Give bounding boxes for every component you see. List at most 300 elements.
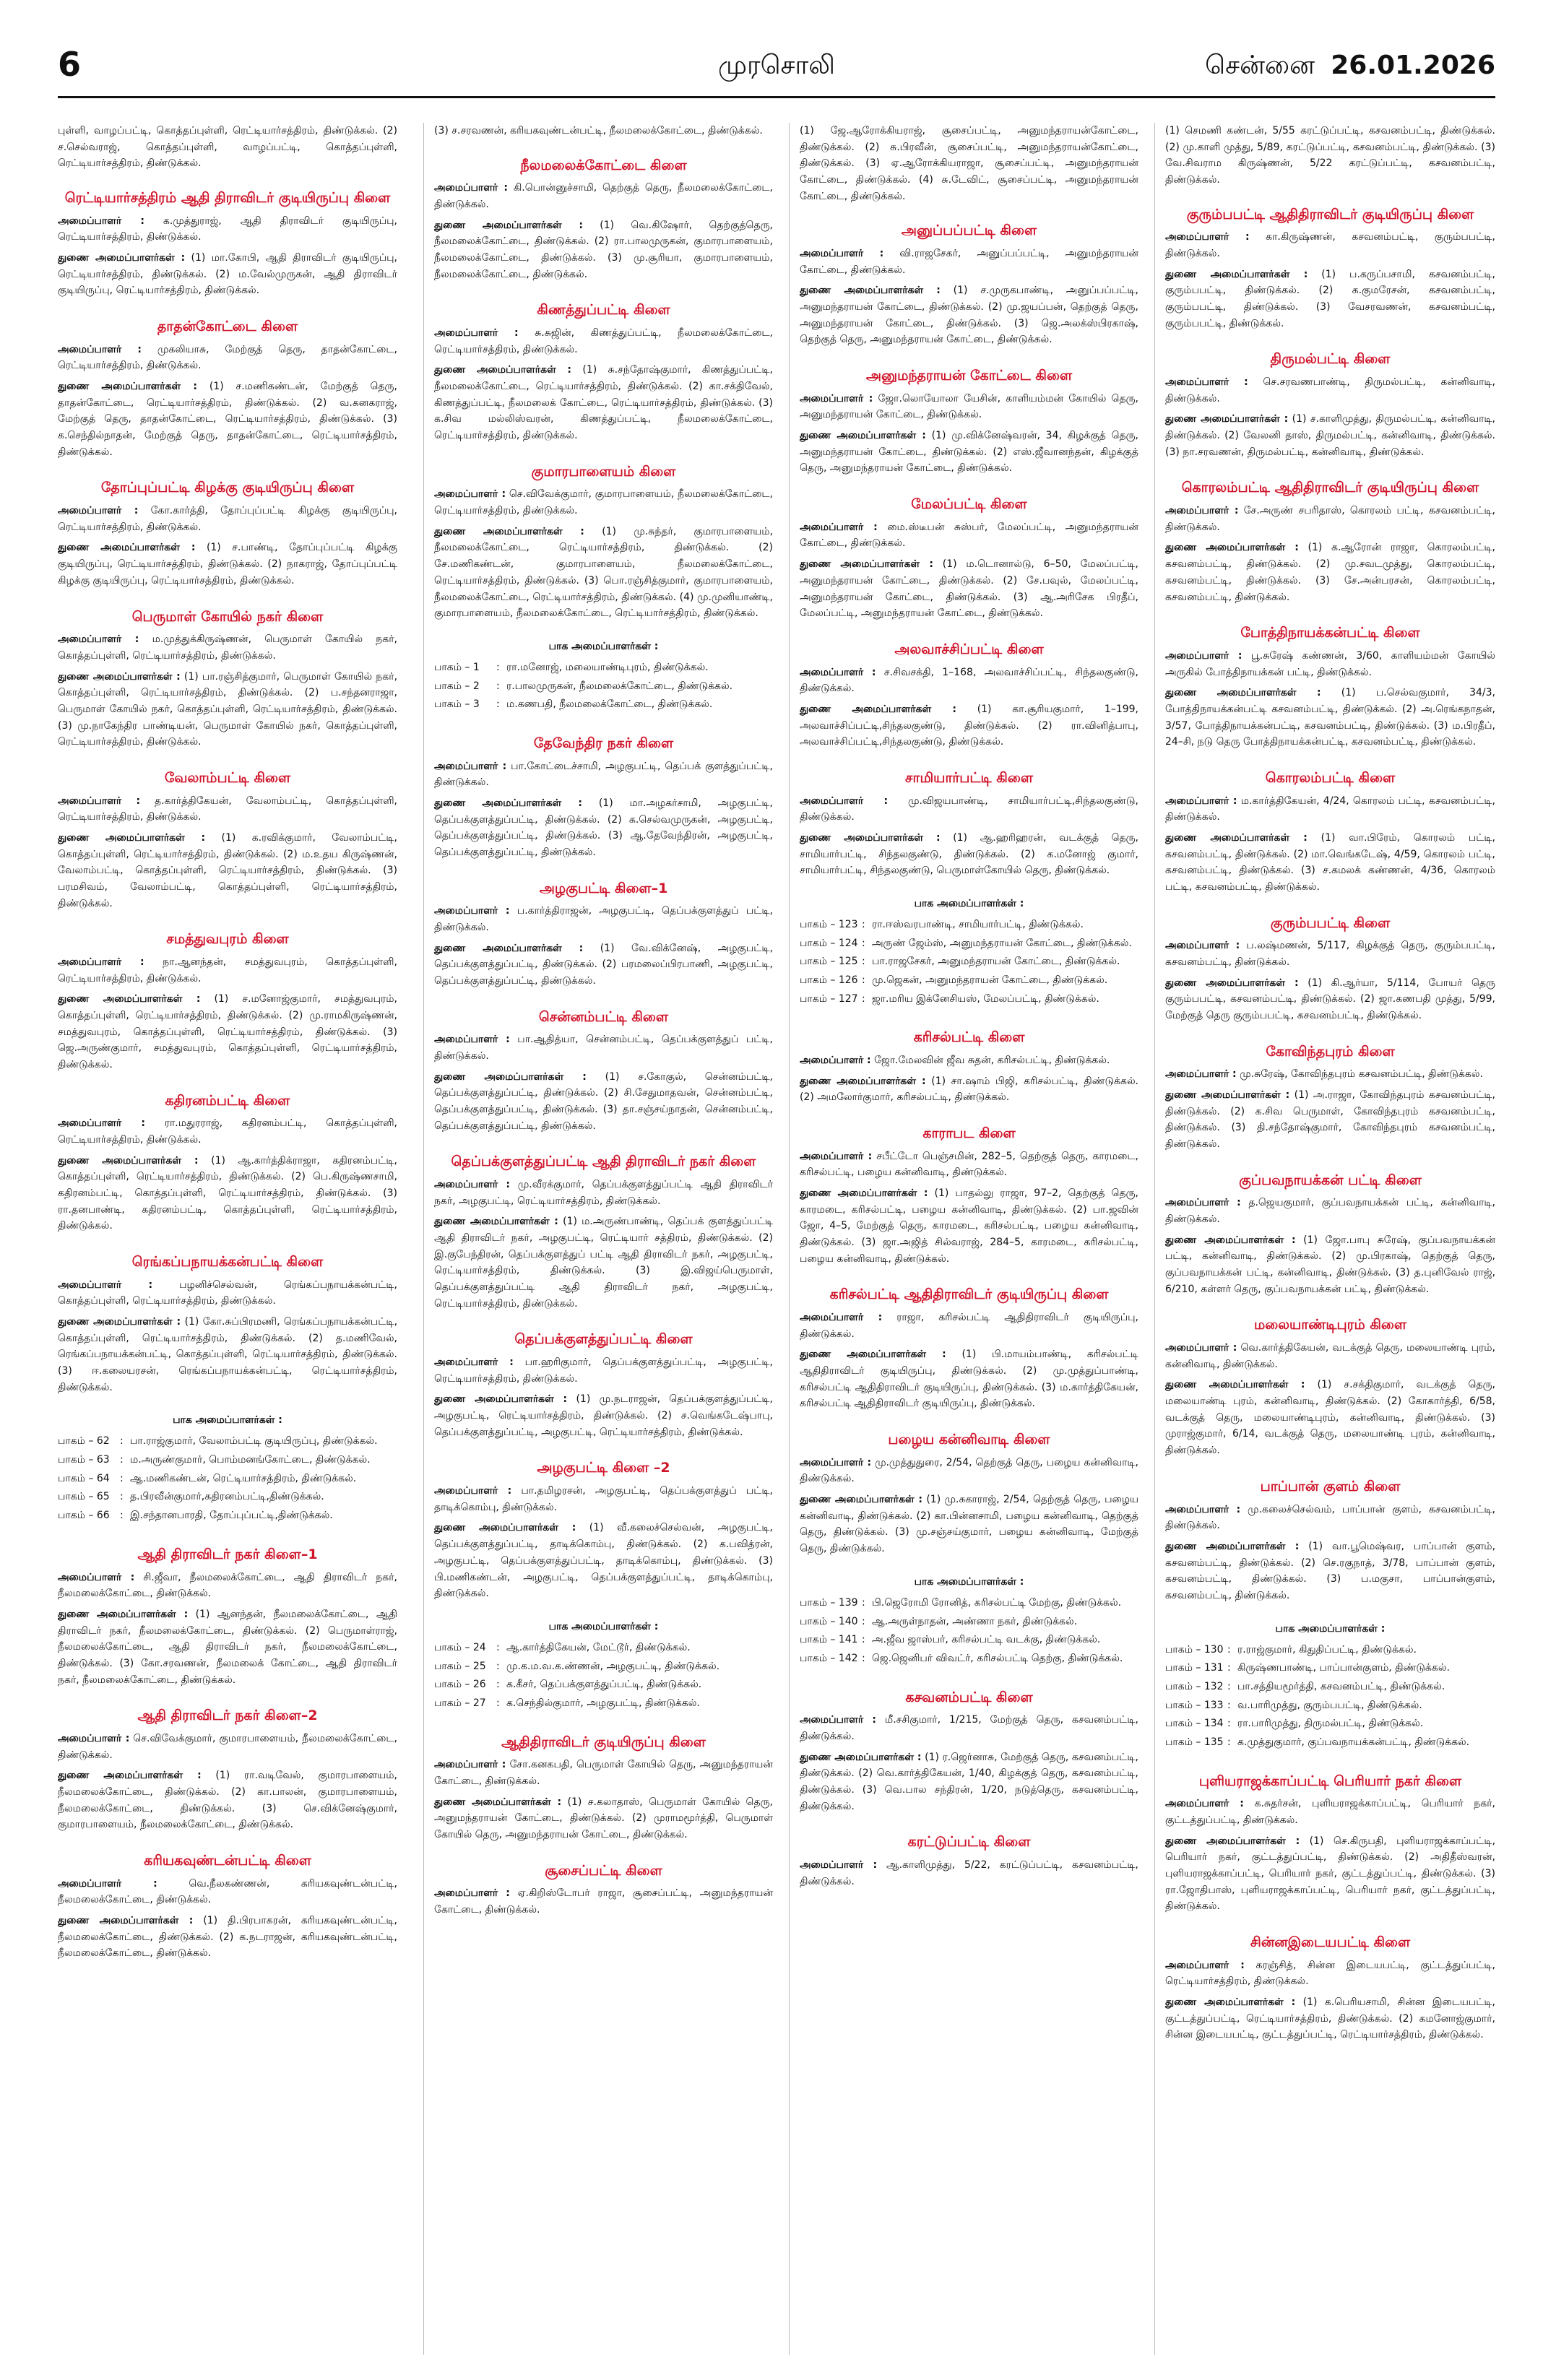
branch-title: கரிசல்பட்டி ஆதிதிராவிடர் குடியிருப்பு கிளை: [829, 1286, 1109, 1303]
booth-organizer-name: வ.பாரிமுத்து, குரும்பபட்டி, திண்டுக்கல்.: [1237, 1699, 1422, 1711]
booth-number: பாகம் – 2: [434, 680, 480, 692]
booth-organizers: [434, 1621, 773, 1712]
booth-colon: :: [1227, 1680, 1231, 1692]
deputies-entry: [58, 1314, 397, 1395]
branch-block: [434, 735, 773, 861]
deputies-entry: [800, 1073, 1138, 1106]
edition-date: 26.01.2026: [1331, 51, 1495, 80]
organizer-entry: [58, 1115, 397, 1148]
deputies-entry: [800, 1492, 1138, 1557]
organizer-label: அமைப்பாளர் :: [434, 1179, 510, 1191]
deputies-names: (1) செ.கிருபதி, புளியராஜக்காப்பட்டி, பெரியார் நகர், குட்டத்துப்பட்டி, திண்டுக்கல். (2) அதிதீஸ்வரன், புளியராஜக்காப்பட்டி, பெரியார் நகர், குட்டத்துப்பட்டி, திண்டுக்கல். (3) ரா.ஜோதிபாஸ், புளியராஜக்காப்பட்டி, பெரியார் நகர், குட்டத்துப்பட்டி, திண்டுக்கல்.: [1165, 1835, 1495, 1913]
booth-number: பாகம் – 135: [1165, 1736, 1224, 1748]
booth-number: பாகம் – 24: [434, 1641, 486, 1653]
organizer-entry: [800, 1712, 1138, 1744]
organizer-entry: [1165, 229, 1495, 261]
booth-row: [800, 991, 1138, 1008]
deputies-label: துணை அமைப்பாளர்கள் :: [1165, 1234, 1296, 1246]
organizer-name: செ.விவேக்குமார், குமாரபாளையம், நீலமலைக்கோட்டை, திண்டுக்கல்.: [58, 1732, 397, 1761]
column-4: [1154, 123, 1495, 2355]
branch-block: [800, 1125, 1138, 1267]
deputies-entry: [434, 1794, 773, 1843]
branch-title: கொரலம்பட்டி ஆதிதிராவிடர் குடியிருப்பு கிளை: [1181, 480, 1479, 496]
column-1: [58, 123, 397, 2355]
organizer-name: செ.விவேக்குமார், குமாரபாளையம், நீலமலைக்கோட்டை, ரெட்டியார்சத்திரம், திண்டுக்கல்.: [434, 488, 773, 517]
organizer-entry: [434, 1483, 773, 1515]
deputies-entry: [1165, 975, 1495, 1024]
booth-colon: :: [496, 1641, 500, 1653]
branch-block: [58, 479, 397, 589]
organizer-label: அமைப்பாளர் :: [800, 1714, 877, 1726]
deputies-label: துணை அமைப்பாளர்கள் :: [434, 364, 572, 376]
branch-title: பழைய கன்னிவாடி கிளை: [888, 1432, 1050, 1448]
organizer-entry: [1165, 1957, 1495, 1990]
booth-organizer-name: ஆ.அருள்நாதன், அண்ணா நகர், திண்டுக்கல்.: [872, 1615, 1078, 1627]
branch-title: தோப்புப்பட்டி கிழக்கு குடியிருப்பு கிளை: [100, 480, 355, 496]
organizer-label: அமைப்பாளர் :: [434, 1034, 510, 1046]
continued-text: (1) செமணி கண்டன், 5/55 கரட்டுப்பட்டி, கசவனம்பட்டி, திண்டுக்கல். (2) மு.காளி முத்து, 5/89, கரட்டுப்பட்டி, கசவனம்பட்டி, திண்டுக்கல். (3) வே.சிவராம கிருஷ்ணன், 5/22 கரட்டுப்பட்டி, கசவனம்பட்டி, திண்டுக்கல்.: [1165, 125, 1495, 186]
deputies-entry: [800, 282, 1138, 348]
organizer-entry: [58, 1277, 397, 1310]
organizer-label: அமைப்பாளர் :: [1165, 1197, 1241, 1209]
deputies-label: துணை அமைப்பாளர்கள் :: [58, 993, 201, 1005]
branch-title: சின்னஇடையபட்டி கிளை: [1250, 1934, 1411, 1950]
booth-colon: :: [120, 1491, 124, 1503]
booth-organizers: [434, 641, 773, 713]
branch-title: அனுப்பப்பட்டி கிளை: [901, 222, 1037, 239]
organizer-entry: [434, 1757, 773, 1789]
booth-organizer-name: க.கீசர், தெப்பக்குளத்துப்பட்டி, திண்டுக்கல்.: [506, 1679, 702, 1691]
deputies-names: (1) ஆ.ஹரிஹரன், வடக்குத் தெரு, சாமியார்பட்டி, சிந்தலகுண்டு, திண்டுக்கல். (2) க.மனோஜ் குமார், சாமியார்பட்டி, சிந்தலகுண்டு, பெருமாள்கோயில் தெரு, திண்டுக்கல்.: [800, 831, 1138, 877]
branch-title: கோவிந்தபுரம் கிளை: [1266, 1043, 1395, 1060]
booth-row: [800, 935, 1138, 952]
organizer-label: அமைப்பாளர் :: [434, 1887, 510, 1900]
booth-row: [58, 1471, 397, 1487]
organizer-entry: [434, 486, 773, 519]
deputies-names: (1) ப.கருப்பசாமி, கசவனம்பட்டி, குரும்பபட்டி, திண்டுக்கல். (2) க.குமரேசன், கசவனம்பட்டி, குரும்பபட்டி, திண்டுக்கல். (3) வேசரவணன், கசவனம்பட்டி, குரும்பபட்டி, திண்டுக்கல்.: [1165, 268, 1495, 329]
organizer-name: ப.லஷ்மணன், 5/117, கிழக்குத் தெரு, குரும்பபட்டி, கசவனம்பட்டி, திண்டுக்கல்.: [1165, 940, 1495, 968]
booth-row: [1165, 1697, 1495, 1714]
organizer-entry: [800, 793, 1138, 826]
continued-text: புள்ளி, வாழப்பட்டி, கொத்தப்புள்ளி, ரெட்டியார்சத்திரம், திண்டுக்கல். (2) ச.செல்வராஜ், கொத்தப்புள்ளி, வாழப்பட்டி, கொத்தப்புள்ளி, ரெட்டியார்சத்திரம், திண்டுக்கல்.: [58, 125, 397, 170]
booth-colon: :: [1227, 1643, 1231, 1656]
booth-row: [800, 1614, 1138, 1630]
booth-organizers-title: பாக அமைப்பாளர்கள் :: [914, 1575, 1024, 1588]
organizer-name: ப.கார்த்திராஜன், அழகுபட்டி, தெப்பக்குளத்துப் பட்டி, திண்டுக்கல்.: [434, 905, 773, 933]
deputies-entry: [58, 991, 397, 1073]
branch-block: [58, 1707, 397, 1833]
deputies-label: துணை அமைப்பாளர்கள் :: [58, 831, 206, 844]
deputies-names: (1) கா.சூரியகுமார், 1–199, அலவாச்சிப்பட்டி,சிந்தலகுண்டு, திண்டுக்கல். (2) ரா.வினித்பாபு, அலவாச்சிப்பட்டி,சிந்தலகுண்டு, திண்டுக்கல்.: [800, 703, 1138, 748]
branch-block: [1165, 769, 1495, 896]
branch-block: [434, 1459, 773, 1601]
booth-number: பாகம் – 126: [800, 974, 858, 986]
booth-colon: :: [120, 1510, 124, 1522]
branch-title: பாப்பான் குளம் கிளை: [1260, 1478, 1401, 1494]
booth-row: [434, 1640, 773, 1656]
branch-title: குப்பவநாயக்கன் பட்டி கிளை: [1239, 1172, 1422, 1188]
branch-title: கரட்டுப்பட்டி கிளை: [907, 1834, 1031, 1851]
branch-title: சென்னம்பட்டி கிளை: [538, 1008, 669, 1025]
branch-title: மலையாண்டிபுரம் கிளை: [1253, 1317, 1407, 1333]
deputies-label: துணை அமைப்பாளர்கள் :: [800, 1349, 946, 1361]
organizer-label: அமைப்பாளர் :: [800, 1456, 872, 1468]
booth-colon: :: [862, 974, 865, 986]
organizer-entry: [58, 1570, 397, 1602]
organizer-label: அமைப்பாளர் :: [800, 1150, 873, 1162]
branch-block: [1165, 914, 1495, 1024]
deputies-entry: [800, 1185, 1138, 1267]
booth-number: பாகம் – 142: [800, 1652, 858, 1664]
booth-number: பாகம் – 63: [58, 1454, 110, 1466]
organizer-label: அமைப்பாளர் :: [434, 1356, 514, 1369]
organizer-entry: [1165, 374, 1495, 407]
booth-organizer-name: ரா.ஈஸ்வரபாண்டி, சாமியார்பட்டி, திண்டுக்கல்.: [872, 918, 1084, 930]
branch-title: சாமியார்பட்டி கிளை: [905, 769, 1033, 786]
deputies-names: (1) பாதல்லு ராஜா, 97–2, தெற்குத் தெரு, காரமடை, கரிசல்பட்டி, பழைய கன்னிவாடி, திண்டுக்கல். (2) பா.ஜவின் ஜோ, 4–5, மேற்குத் தெரு, காரமடை, கரிசல்பட்டி, பழைய கன்னிவாடி, திண்டுக்கல். (3) ஜா.அஜித் சில்வராஜ், 284–5, காரமடை, கரிசல்பட்டி, பழைய கன்னிவாடி, திண்டுக்கல்.: [800, 1187, 1138, 1265]
deputies-label: துணை அமைப்பாளர்கள் :: [434, 797, 583, 809]
organizer-label: அமைப்பாளர் :: [58, 1117, 145, 1130]
deputies-entry: [800, 1346, 1138, 1412]
deputies-entry: [800, 830, 1138, 879]
booth-number: பாகம் – 134: [1165, 1718, 1224, 1730]
organizer-entry: [1165, 938, 1495, 970]
deputies-entry: [1165, 1539, 1495, 1604]
booth-organizers: [58, 1414, 397, 1523]
booth-organizer-name: ம.அருண்குமார், பொம்மனங்கோட்டை, திண்டுக்கல்.: [130, 1454, 371, 1466]
booth-colon: :: [1227, 1699, 1231, 1711]
booth-organizer-name: மு.க.ம.வ.க.ண்ணன், அழகுபட்டி, திண்டுக்கல்.: [506, 1660, 720, 1672]
booth-row: [800, 1632, 1138, 1648]
branch-block: [800, 1029, 1138, 1106]
deputies-label: துணை அமைப்பாளர்கள் :: [1165, 977, 1299, 989]
booth-number: பாகம் – 124: [800, 937, 858, 949]
deputies-entry: [1165, 1087, 1495, 1153]
organizer-name: வெ.நீலகண்ணன், கரியகவுண்டன்பட்டி, நீலமலைக்கோட்டை, திண்டுக்கல்.: [58, 1877, 397, 1906]
deputies-label: துணை அமைப்பாளர்கள் :: [434, 942, 584, 954]
organizer-entry: [800, 391, 1138, 423]
deputies-names: (1) மா.கோபி, ஆதி திராவிடர் குடியிருப்பு, ரெட்டியார்சத்திரம், திண்டுக்கல். (2) ம.வேல்முருகன், ஆதி திராவிடர் குடியிருப்பு, ரெட்டியார்சத்திரம், திண்டுக்கல்.: [58, 252, 397, 297]
booth-organizer-name: த.பிரவீன்குமார்,கதிரனம்பட்டி,திண்டுக்கல்.: [130, 1491, 324, 1503]
deputies-label: துணை அமைப்பாளர்கள் :: [1165, 268, 1308, 280]
branch-title: ஆதி திராவிடர் நகர் கிளை–1: [137, 1546, 318, 1562]
deputies-names: (1) ச.சக்திகுமார், வடக்குத் தெரு, மலையாண்டி புரம், கன்னிவாடி, திண்டுக்கல். (2) கோகார்த்தி, 6/58, வடக்குத் தெரு, மலையாண்டிபுரம், கன்னிவாடி, திண்டுக்கல். (3) முராஜ்குமார், 6/14, வடக்குத் தெரு, மலையாண்டி புரம், கன்னிவாடி, திண்டுக்கல்.: [1165, 1379, 1495, 1457]
organizer-entry: [58, 793, 397, 826]
deputies-label: துணை அமைப்பாளர்கள் :: [434, 1216, 558, 1228]
deputies-label: துணை அமைப்பாளர்கள் :: [58, 1914, 194, 1926]
organizer-label: அமைப்பாளர் :: [434, 760, 507, 772]
booth-organizer-name: ரா.மனோஜ், மலையாண்டிபுரம், திண்டுக்கல்.: [506, 661, 709, 673]
organizer-label: அமைப்பாளர் :: [58, 1732, 130, 1744]
branch-title: நீலமலைக்கோட்டை கிளை: [520, 157, 687, 173]
organizer-entry: [1165, 1340, 1495, 1372]
booth-row: [434, 696, 773, 713]
organizer-name: பா.ஹரிகுமார், தெப்பக்குளத்துப்பட்டி, அழகுபட்டி, ரெட்டியார்சத்திரம், திண்டுக்கல்.: [434, 1356, 773, 1385]
deputies-label: துணை அமைப்பாளர்கள் :: [434, 219, 583, 231]
branch-title: ரெங்கப்பநாயக்கன்பட்டி கிளை: [131, 1254, 324, 1271]
organizer-entry: [58, 213, 397, 246]
booth-organizer-name: ஆ.மணிகண்டன், ரெட்டியார்சத்திரம், திண்டுக்கல்.: [130, 1472, 357, 1484]
deputies-label: துணை அமைப்பாளர்கள் :: [434, 1796, 562, 1808]
column-3: [789, 123, 1138, 2355]
branch-block: [58, 769, 397, 912]
organizer-name: பழனிச்செல்வன், ரெங்கப்பநாயக்கன்பட்டி, கொத்தப்புள்ளி, ரெட்டியார்சத்திரம், திண்டுக்கல்.: [58, 1278, 397, 1307]
deputies-label: துணை அமைப்பாளர்கள் :: [58, 1770, 202, 1782]
branch-block: [434, 463, 773, 622]
organizer-entry: [434, 1354, 773, 1387]
deputies-entry: [58, 1913, 397, 1962]
branch-title: கசவனம்பட்டி கிளை: [905, 1689, 1033, 1705]
organizer-entry: [1165, 1796, 1495, 1828]
booth-organizers-title: பாக அமைப்பாளர்கள் :: [548, 1620, 659, 1632]
column-2: [423, 123, 773, 2355]
organizer-entry: [800, 1857, 1138, 1890]
booth-colon: :: [862, 1615, 865, 1627]
organizer-name: ஏ.கிறிஸ்டோபர் ராஜா, சூசைப்பட்டி, அனுமந்தராயன் கோட்டை, திண்டுக்கல்.: [434, 1887, 773, 1916]
deputies-names: (1) க.ரவிக்குமார், வேலாம்பட்டி, கொத்தப்புள்ளி, ரெட்டியார்சத்திரம், திண்டுக்கல். (2) ம.உதய கிருஷ்ணன், வேலாம்பட்டி, கொத்தப்புள்ளி, ரெட்டியார்சத்திரம், திண்டுக்கல். (3) பரமசிவம், வேலாம்பட்டி, கொத்தப்புள்ளி, ரெட்டியார்சத்திரம், திண்டுக்கல்.: [58, 831, 397, 909]
organizer-label: அமைப்பாளர் :: [58, 505, 139, 517]
branch-title: கரியகவுண்டன்பட்டி கிளை: [144, 1852, 311, 1869]
organizer-name: மை.ஸ்டீபன் சுஸ்பர், மேலப்பட்டி, அனுமந்தராயன் கோட்டை, திண்டுக்கல்.: [800, 521, 1138, 550]
organizer-entry: [434, 325, 773, 358]
deputies-entry: [800, 1749, 1138, 1815]
deputies-label: துணை அமைப்பாளர்கள் :: [1165, 413, 1289, 425]
deputies-entry: [434, 524, 773, 622]
deputies-label: துணை அமைப்பாளர்கள் :: [58, 542, 196, 554]
organizer-label: அமைப்பாளர் :: [800, 666, 876, 678]
deputies-entry: [800, 556, 1138, 622]
deputies-label: துணை அமைப்பாளர்கள் :: [58, 381, 198, 393]
deputies-names: (1) கி.ஆர்யா, 5/114, போயர் தெரு குரும்பபட்டி, கசவனம்பட்டி, திண்டுக்கல். (2) ஜா.கணபதி முத்து, 5/99, மேற்குத் தெரு குரும்பபட்டி, கசவனம்பட்டி, திண்டுக்கல்.: [1165, 977, 1495, 1021]
branch-block: [1165, 1773, 1495, 1915]
booth-organizers: [800, 898, 1138, 1007]
booth-number: பாகம் – 141: [800, 1634, 858, 1646]
organizer-name: மு.முத்துதுரை, 2/54, தெற்குத் தெரு, பழைய கன்னிவாடி, திண்டுக்கல்.: [800, 1456, 1138, 1485]
booth-row: [58, 1433, 397, 1450]
organizer-label: அமைப்பாளர் :: [1165, 376, 1248, 389]
deputies-label: துணை அமைப்பாளர்கள் :: [1165, 1835, 1300, 1847]
deputies-entry: [434, 940, 773, 990]
booth-number: பாகம் – 27: [434, 1697, 486, 1709]
branch-title: போத்திநாயக்கன்பட்டி கிளை: [1240, 625, 1420, 641]
organizer-label: அமைப்பாளர் :: [800, 392, 873, 404]
organizer-entry: [800, 665, 1138, 697]
organizer-label: அமைப்பாளர் :: [434, 905, 510, 917]
booth-organizer-name: அருண் ஜேம்ஸ், அனுமந்தராயன் கோட்டை, திண்டுக்கல்.: [872, 937, 1132, 949]
booth-number: பாகம் – 127: [800, 992, 858, 1005]
branch-block: [58, 1852, 397, 1962]
organizer-name: பா.கோட்டைச்சாமி, அழகுபட்டி, தெப்பக் குளத்துப்பட்டி, திண்டுக்கல்.: [434, 760, 773, 789]
deputies-names: (1) ரா.வடிவேல், குமாரபாளையம், நீலமலைக்கோட்டை, திண்டுக்கல். (2) கா.பாலன், குமாரபாளையம், நீலமலைக்கோட்டை, திண்டுக்கல். (3) செ.விக்னேஷ்குமார், குமாரபாளையம், நீலமலைக்கோட்டை, திண்டுக்கல்.: [58, 1770, 397, 1831]
deputies-entry: [1165, 540, 1495, 605]
branch-block: [800, 1833, 1138, 1890]
organizer-entry: [1165, 648, 1495, 680]
organizer-name: மு.சுரேஷ், கோவிந்தபுரம் கசவனம்பட்டி, திண்டுக்கல்.: [1240, 1068, 1483, 1081]
deputies-entry: [1165, 1994, 1495, 2043]
branch-block: [800, 1286, 1138, 1412]
branch-block: [58, 930, 397, 1073]
organizer-name: செ.சரவணபாண்டி, திருமல்பட்டி, கன்னிவாடி, திண்டுக்கல்.: [1165, 376, 1495, 404]
newspaper-name: முரசொலி: [718, 51, 835, 80]
organizer-label: அமைப்பாளர் :: [800, 1054, 871, 1066]
booth-organizer-name: பா.ராஜ்குமார், வேலாம்பட்டி குடியிருப்பு, திண்டுக்கல்.: [130, 1435, 378, 1448]
branch-block: [800, 367, 1138, 477]
organizer-entry: [800, 246, 1138, 278]
branch-title: தெப்பக்குளத்துப்பட்டி கிளை: [514, 1331, 693, 1348]
deputies-names: (1) அ.ராஜா, கோவிந்தபுரம் கசவனம்பட்டி, திண்டுக்கல். (2) க.சிவ பெருமாள், கோவிந்தபுரம் கசவனம்பட்டி, திண்டுக்கல். (3) தி.சந்தோஷ்குமார், கோவிந்தபுரம் கசவனம்பட்டி, திண்டுக்கல்.: [1165, 1089, 1495, 1151]
booth-number: பாகம் – 131: [1165, 1662, 1224, 1674]
booth-row: [800, 917, 1138, 933]
booth-number: பாகம் – 65: [58, 1491, 110, 1503]
booth-number: பாகம் – 125: [800, 956, 858, 968]
deputies-entry: [58, 378, 397, 460]
organizer-label: அமைப்பாளர் :: [58, 215, 145, 227]
continued-text: (1) ஜே.ஆரோக்கியராஜ், சூசைப்பட்டி, அனுமந்தராயன்கோட்டை, திண்டுக்கல். (2) சு.பிரவீன், சூசைப்பட்டி, அனுமந்தராயன்கோட்டை, திண்டுக்கல். (3) ஏ.ஆரோக்கியராஜா, சூசைப்பட்டி, அனுமந்தராயன் கோட்டை, திண்டுக்கல். (4) சு.டேவிட், சூசைப்பட்டி, அனுமந்தராயன் கோட்டை, திண்டுக்கல்.: [800, 125, 1138, 202]
organizer-name: மு.வீரக்குமார், தெப்பக்குளத்துப்பட்டி ஆதி திராவிடர் நகர், அழகுபட்டி, ரெட்டியார்சத்திரம், திண்டுக்கல்.: [434, 1179, 773, 1207]
organizer-name: மீ.சசிகுமார், 1/215, மேற்குத் தெரு, கசவனம்பட்டி, திண்டுக்கல்.: [800, 1714, 1138, 1742]
organizer-label: அமைப்பாளர் :: [1165, 1798, 1244, 1810]
booth-organizer-name: பா.சத்தியமூர்த்தி, கசவனம்பட்டி, திண்டுக்கல்.: [1237, 1680, 1445, 1692]
deputies-entry: [434, 1069, 773, 1135]
branch-title: திருமல்பட்டி கிளை: [1270, 351, 1391, 368]
branch-title: வேலாம்பட்டி கிளை: [164, 769, 291, 786]
booth-colon: :: [496, 1679, 500, 1691]
booth-colon: :: [862, 1652, 865, 1664]
booth-organizers-title: பாக அமைப்பாளர்கள் :: [914, 897, 1024, 909]
organizer-entry: [1165, 503, 1495, 535]
booth-colon: :: [862, 918, 865, 930]
booth-organizer-name: இ.சந்தானபாரதி, தோப்புப்பட்டி,திண்டுக்கல்.: [130, 1510, 333, 1522]
deputies-names: (1) சா.ஷாம் பிஜி, கரிசல்பட்டி, திண்டுக்கல். (2) அமலோர்குமார், கரிசல்பட்டி, திண்டுக்கல்.: [800, 1075, 1138, 1104]
branch-title: புளியராஜக்காப்பட்டி பெரியார் நகர் கிளை: [1198, 1773, 1462, 1789]
deputies-label: துணை அமைப்பாளர்கள் :: [58, 252, 186, 264]
organizer-name: சே.அருண் சபரிதாஸ், கொரலம் பட்டி, கசவனம்பட்டி, திண்டுக்கல்.: [1165, 505, 1495, 533]
branch-title: குரும்பபட்டி கிளை: [1270, 914, 1391, 931]
organizer-entry: [58, 1731, 397, 1763]
booth-number: பாகம் – 26: [434, 1679, 486, 1691]
deputies-names: (1) ப.செல்வகுமார், 34/3, போத்திநாயக்கன்பட்டி கசவனம்பட்டி, திண்டுக்கல். (2) அ.ரெங்கநாதன், 3/57, போத்திநாயக்கன்பட்டி, கசவனம்பட்டி, திண்டுக்கல். (3) ம.பிரதீப், 24–சி, நடு தெரு போத்திநாயக்கன்பட்டி, கசவனம்பட்டி, திண்டுக்கல்.: [1165, 687, 1495, 748]
booth-row: [58, 1489, 397, 1505]
deputies-names: (1) ச.மனோஜ்குமார், சமத்துவபுரம், கொத்தப்புள்ளி, ரெட்டியார்சத்திரம், திண்டுக்கல். (2) மு.ராமகிருஷ்ணன், சமத்துவபுரம், கொத்தப்புள்ளி, ரெட்டியார்சத்திரம், திண்டுக்கல். (3) ஜெ.அருண்குமார், சமத்துவபுரம், கொத்தப்புள்ளி, ரெட்டியார்சத்திரம், திண்டுக்கல்.: [58, 993, 397, 1070]
organizer-label: அமைப்பாளர் :: [58, 1278, 153, 1291]
deputies-label: துணை அமைப்பாளர்கள் :: [1165, 687, 1321, 699]
deputies-label: துணை அமைப்பாளர்கள் :: [1165, 1540, 1300, 1552]
deputies-names: (1) கோ.சுப்பிரமணி, ரெங்கப்பநாயக்கன்பட்டி, கொத்தப்புள்ளி, ரெட்டியார்சத்திரம், திண்டுக்கல். (2) த.மணிவேல், ரெங்கப்பநாயக்கன்பட்டி, கொத்தப்புள்ளி, ரெட்டியார்சத்திரம், திண்டுக்கல். (3) ஈ.கலையரசன், ரெங்கப்பநாயக்கன்பட்டி, ரெட்டியார்சத்திரம், திண்டுக்கல்.: [58, 1316, 397, 1393]
booth-colon: :: [862, 992, 865, 1005]
branch-block: [58, 1253, 397, 1395]
booth-organizer-name: ஜா.மரிய இக்னேசியஸ், மேலப்பட்டி, திண்டுக்கல்.: [872, 992, 1099, 1005]
organizer-name: கரஞ்சித், சின்ன இடையபட்டி, குட்டத்துப்பட்டி, ரெட்டியார்சத்திரம், திண்டுக்கல்.: [1165, 1959, 1495, 1988]
branch-title: ரெட்டியார்சத்திரம் ஆதி திராவிடர் குடியிருப்பு கிளை: [64, 190, 391, 207]
deputies-entry: [58, 1153, 397, 1234]
branch-block: [434, 1153, 773, 1312]
organizer-label: அமைப்பாளர் :: [58, 343, 142, 355]
deputies-label: துணை அமைப்பாளர்கள் :: [434, 1522, 576, 1534]
booth-organizers: [1165, 1623, 1495, 1751]
booth-organizer-name: ம.கணபதி, நீலமலைக்கோட்டை, திண்டுக்கல்.: [506, 698, 713, 711]
booth-organizers-title: பாக அமைப்பாளர்கள் :: [173, 1414, 282, 1427]
deputies-names: (1) சு.சந்தோஷ்குமார், கிணத்துப்பட்டி, நீலமலைக்கோட்டை, ரெட்டியார்சத்திரம், திண்டுக்கல். (2) கா.சக்திவேல், கிணத்துப்பட்டி, நீலமலைக் கோட்டை, ரெட்டியார்சத்திரம், திண்டுக்கல். (3) க.சிவ மல்லிஸ்வரன், கிணத்துப்பட்டி, நீலமலைக்கோட்டை, ரெட்டியார்சத்திரம், திண்டுக்கல்.: [434, 364, 773, 442]
organizer-label: அமைப்பாளர் :: [1165, 1959, 1245, 1971]
organizer-name: த.கார்த்திகேயன், வேலாம்பட்டி, கொத்தப்புள்ளி, ரெட்டியார்சத்திரம், திண்டுக்கல்.: [58, 795, 397, 823]
organizer-name: சு.சுஜின், கிணத்துப்பட்டி, நீலமலைக்கோட்டை, ரெட்டியார்சத்திரம், திண்டுக்கல்.: [434, 327, 773, 355]
booth-organizer-name: பி.ஜெரோமி ரோனித், கரிசல்பட்டி மேற்கு, திண்டுக்கல்.: [872, 1596, 1122, 1609]
deputies-entry: [1165, 267, 1495, 332]
organizer-label: அமைப்பாளர் :: [1165, 1503, 1241, 1515]
deputies-names: (1) ச.கோகுல், சென்னம்பட்டி, தெப்பக்குளத்துப்பட்டி, திண்டுக்கல். (2) சி.சேதுமாதவன், சென்னம்பட்டி, தெப்பக்குளத்துப்பட்டி, திண்டுக்கல். (3) தா.சஞ்சய்நாதன், சென்னம்பட்டி, தெப்பக்குளத்துப்பட்டி, திண்டுக்கல்.: [434, 1070, 773, 1132]
organizer-label: அமைப்பாளர் :: [1165, 1342, 1237, 1354]
deputies-label: துணை அமைப்பாளர்கள் :: [800, 558, 933, 571]
deputies-label: துணை அமைப்பாளர்கள் :: [800, 1494, 923, 1506]
booth-colon: :: [862, 1634, 865, 1646]
organizer-entry: [800, 1052, 1138, 1069]
booth-colon: :: [120, 1435, 124, 1448]
deputies-label: துணை அமைப்பாளர்கள் :: [434, 1393, 568, 1406]
organizer-label: அமைப்பாளர் :: [1165, 1068, 1237, 1081]
branch-block: [1165, 479, 1495, 605]
organizer-entry: [1165, 793, 1495, 826]
deputies-entry: [800, 428, 1138, 477]
branch-title: குரும்பபட்டி ஆதிதிராவிடர் குடியிருப்பு கிளை: [1186, 206, 1474, 222]
branch-block: [1165, 1043, 1495, 1153]
organizer-label: அமைப்பாளர் :: [434, 1759, 506, 1771]
organizer-name: சபீட்டோ பெஞ்சமின், 282–5, தெற்குத் தெரு, காரமடை, கரிசல்பட்டி, பழைய கன்னிவாடி, திண்டுக்கல்.: [800, 1150, 1138, 1179]
organizer-name: முகலியாசு, மேற்குத் தெரு, தாதன்கோட்டை, ரெட்டியார்சத்திரம், திண்டுக்கல்.: [58, 343, 397, 372]
branch-title: அழகுபட்டி கிளை –2: [537, 1460, 670, 1476]
deputies-entry: [58, 540, 397, 589]
organizer-name: நா.ஆனந்தன், சமத்துவபுரம், கொத்தப்புள்ளி, ரெட்டியார்சத்திரம், திண்டுக்கல்.: [58, 956, 397, 985]
organizer-label: அமைப்பாளர் :: [800, 1312, 883, 1324]
deputies-names: (1) க.பெரியசாமி, சின்ன இடையபட்டி, குட்டத்துப்பட்டி, ரெட்டியார்சத்திரம், திண்டுக்கல். (2) கமனோஜ்குமார், சின்ன இடையபட்டி, குட்டத்துப்பட்டி, ரெட்டியார்சத்திரம், திண்டுக்கல்.: [1165, 1996, 1495, 2041]
deputies-names: (1) வா.பூமெஷ்வர, பாப்பான் குளம், கசவனம்பட்டி, திண்டுக்கல். (2) செ.ரகுநாத், 3/78, பாப்பான் குளம், கசவனம்பட்டி, திண்டுக்கல். (3) ப.மகுசா, பாப்பான்குளம், கசவனம்பட்டி, திண்டுக்கல்.: [1165, 1540, 1495, 1601]
booth-number: பாகம் – 130: [1165, 1643, 1224, 1656]
organizer-label: அமைப்பாளர் :: [800, 795, 889, 807]
branch-title: காராபட கிளை: [922, 1125, 1016, 1141]
booth-number: பாகம் – 140: [800, 1615, 858, 1627]
branch-block: [1165, 1172, 1495, 1298]
organizer-name: வெ.கார்த்திகேயன், வடக்குத் தெரு, மலையாண்டி புரம், கன்னிவாடி, திண்டுக்கல்.: [1165, 1342, 1495, 1370]
page-number: 6: [58, 45, 82, 84]
deputies-label: துணை அமைப்பாளர்கள் :: [434, 1070, 587, 1083]
booth-organizer-name: கிருஷ்ணபாண்டி, பாப்பான்குளம், திண்டுக்கல்.: [1237, 1662, 1450, 1674]
booth-colon: :: [120, 1454, 124, 1466]
booth-colon: :: [1227, 1736, 1231, 1748]
organizer-entry: [434, 180, 773, 212]
deputies-label: துணை அமைப்பாளர்கள் :: [800, 1751, 922, 1763]
branch-title: கிணத்துப்பட்டி கிளை: [537, 302, 670, 319]
organizer-name: மு.கலைச்செல்வம், பாப்பான் குளம், கசவனம்பட்டி, திண்டுக்கல்.: [1165, 1503, 1495, 1532]
deputies-entry: [1165, 1377, 1495, 1458]
booth-number: பாகம் – 133: [1165, 1699, 1224, 1711]
booth-row: [800, 972, 1138, 989]
organizer-name: ரா.மதுரராஜ், கதிரனம்பட்டி, கொத்தப்புள்ளி, ரெட்டியார்சத்திரம், திண்டுக்கல்.: [58, 1117, 397, 1146]
booth-colon: :: [496, 680, 500, 692]
branch-block: [800, 1431, 1138, 1557]
organizer-entry: [1165, 1195, 1495, 1227]
masthead: [58, 38, 1495, 98]
organizer-label: அமைப்பாளர் :: [1165, 505, 1239, 517]
deputies-label: துணை அமைப்பாளர்கள் :: [1165, 1089, 1290, 1102]
edition-city: சென்னை: [1205, 51, 1315, 80]
booth-colon: :: [496, 1660, 500, 1672]
article-columns: [58, 123, 1495, 2355]
deputies-entry: [1165, 685, 1495, 750]
booth-colon: :: [496, 661, 500, 673]
branch-title: அழகுபட்டி கிளை–1: [539, 880, 668, 896]
deputies-names: (1) வா.பிரேம், கொரலம் பட்டி, கசவனம்பட்டி, திண்டுக்கல். (2) மா.வெங்கடேஷ், 4/59, கொரலம் பட்டி, கசவனம்பட்டி, திண்டுக்கல். (3) ச.கமலக் கண்ணன், 4/36, கொரலம் பட்டி, கசவனம்பட்டி, திண்டுக்கல்.: [1165, 831, 1495, 893]
booth-number: பாகம் – 62: [58, 1435, 110, 1448]
branch-block: [1165, 624, 1495, 750]
